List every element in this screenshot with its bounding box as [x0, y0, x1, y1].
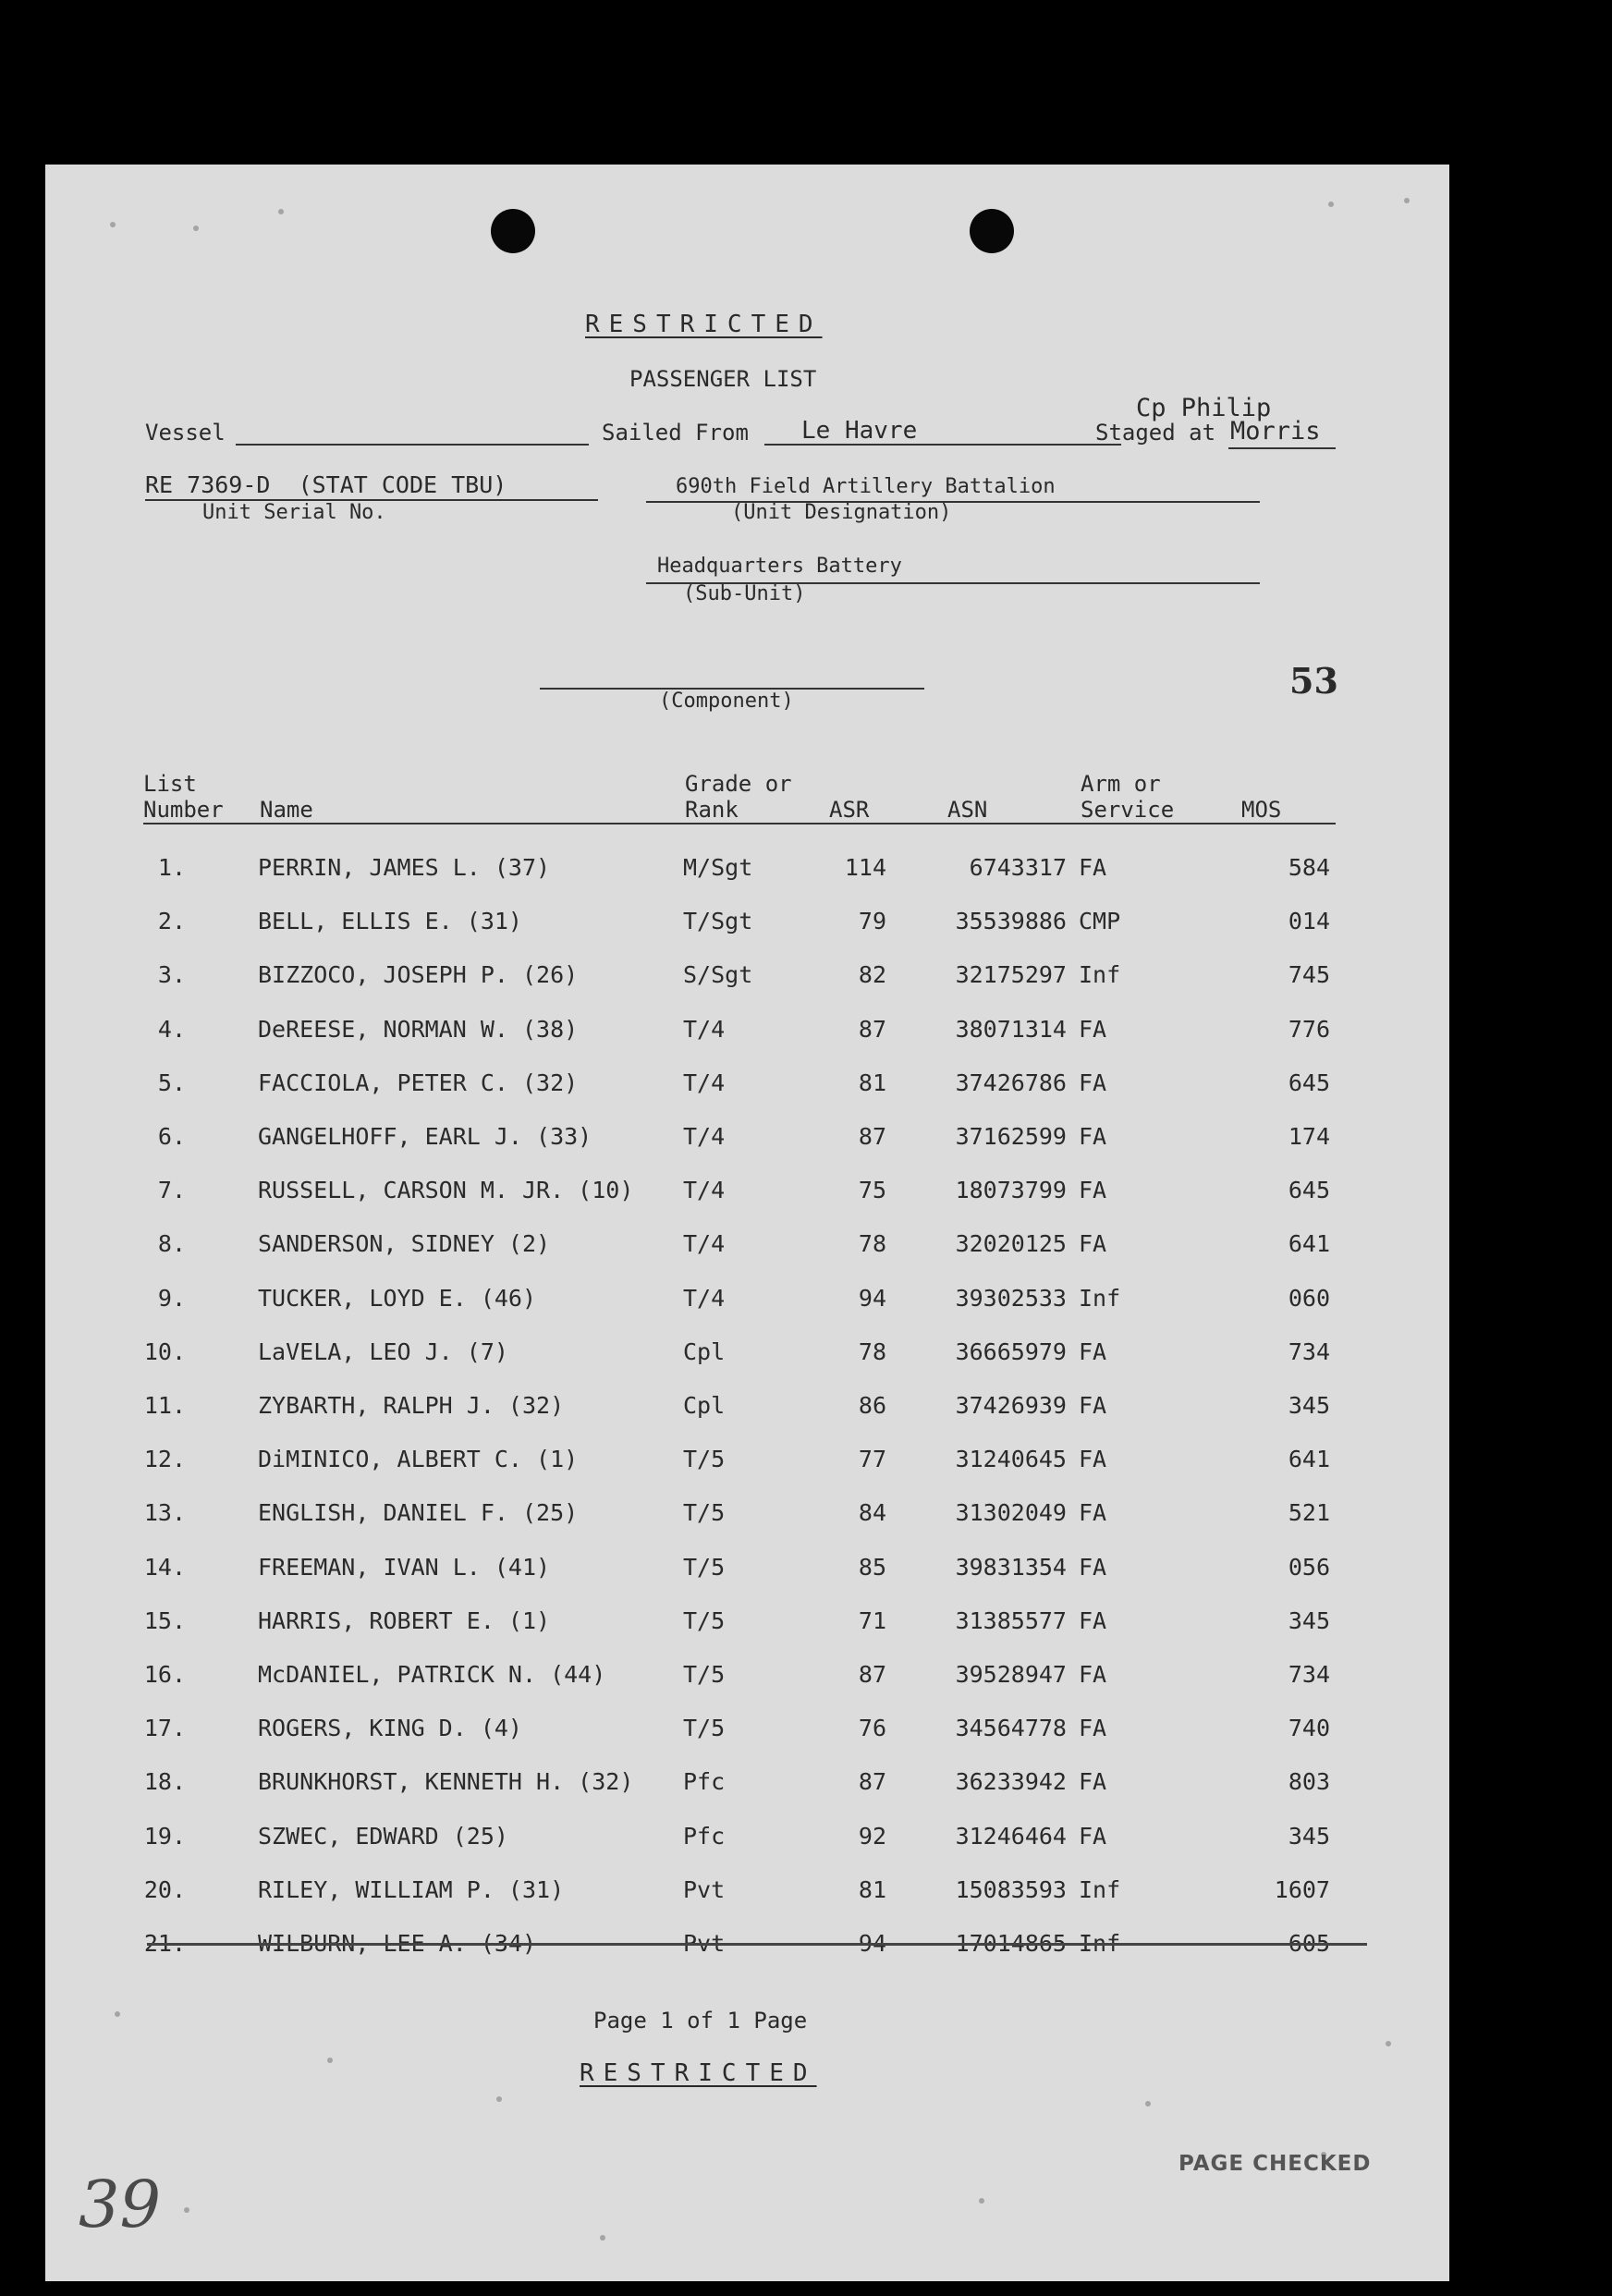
- speck: [184, 2207, 189, 2213]
- cell-grade: T/4: [683, 1177, 726, 1203]
- cell-asr: 86: [858, 1392, 886, 1419]
- document-page: [45, 165, 1449, 2281]
- cell-num: 11.: [143, 1392, 186, 1419]
- speck: [1404, 198, 1410, 203]
- cell-grade: Pfc: [683, 1768, 726, 1795]
- cell-name: McDANIEL, PATRICK N. (44): [258, 1661, 606, 1688]
- cell-grade: T/5: [683, 1554, 726, 1581]
- cell-name: ENGLISH, DANIEL F. (25): [258, 1499, 579, 1526]
- cell-grade: T/5: [683, 1446, 726, 1472]
- cell-num: 18.: [143, 1768, 186, 1795]
- cell-grade: T/5: [683, 1715, 726, 1741]
- cell-asn: 6743317: [969, 854, 1067, 881]
- cell-asn: 36233942: [955, 1768, 1067, 1795]
- cell-asn: 31302049: [955, 1499, 1067, 1526]
- unit-serial-label: Unit Serial No.: [202, 501, 386, 524]
- sailed-from-value: Le Havre: [801, 417, 918, 445]
- cell-arm: Inf: [1079, 1285, 1121, 1312]
- cell-name: HARRIS, ROBERT E. (1): [258, 1607, 551, 1634]
- cell-num: 7.: [157, 1177, 186, 1203]
- classification-top: RESTRICTED: [585, 311, 823, 338]
- header-service: Service: [1081, 797, 1175, 823]
- cell-grade: T/4: [683, 1123, 726, 1150]
- cell-asr: 92: [858, 1823, 886, 1850]
- cell-num: 9.: [157, 1285, 186, 1312]
- cell-num: 20.: [143, 1876, 186, 1903]
- cell-arm: FA: [1079, 1230, 1107, 1257]
- cell-name: FREEMAN, IVAN L. (41): [258, 1554, 551, 1581]
- cell-asn: 39831354: [955, 1554, 1067, 1581]
- cell-name: SANDERSON, SIDNEY (2): [258, 1230, 551, 1257]
- cell-num: 21.: [143, 1930, 186, 1957]
- cell-asn: 18073799: [955, 1177, 1067, 1203]
- sailed-from-label: Sailed From: [602, 420, 749, 446]
- cell-mos: 345: [1288, 1607, 1330, 1634]
- cell-arm: FA: [1079, 1823, 1107, 1850]
- header-asn: ASN: [947, 797, 988, 823]
- cell-asn: 38071314: [955, 1016, 1067, 1043]
- cell-arm: FA: [1079, 1661, 1107, 1688]
- punch-hole-right: [970, 209, 1014, 253]
- cell-num: 10.: [143, 1338, 186, 1365]
- cell-name: BELL, ELLIS E. (31): [258, 908, 522, 934]
- cell-grade: T/4: [683, 1230, 726, 1257]
- cell-num: 13.: [143, 1499, 186, 1526]
- cell-asr: 81: [858, 1069, 886, 1096]
- staged-at-label: Staged at: [1095, 420, 1216, 446]
- page-checked-stamp: PAGE CHECKED: [1178, 2152, 1372, 2176]
- table-row: [45, 1230, 1449, 1267]
- cell-arm: FA: [1079, 1392, 1107, 1419]
- cell-asn: 35539886: [955, 908, 1067, 934]
- cell-grade: T/4: [683, 1016, 726, 1043]
- cell-asn: 39302533: [955, 1285, 1067, 1312]
- cell-name: GANGELHOFF, EARL J. (33): [258, 1123, 592, 1150]
- vessel-line: [236, 444, 589, 446]
- cell-mos: 060: [1288, 1285, 1330, 1312]
- cell-asn: 17014865: [955, 1930, 1067, 1957]
- classification-bottom: RESTRICTED: [580, 2059, 817, 2087]
- cell-asr: 94: [858, 1285, 886, 1312]
- cell-num: 8.: [157, 1230, 186, 1257]
- cell-asn: 31240645: [955, 1446, 1067, 1472]
- cell-mos: 645: [1288, 1177, 1330, 1203]
- cell-asr: 87: [858, 1661, 886, 1688]
- header-underline: [143, 823, 1336, 824]
- cell-arm: FA: [1079, 1016, 1107, 1043]
- cell-name: ROGERS, KING D. (4): [258, 1715, 522, 1741]
- cell-num: 17.: [143, 1715, 186, 1741]
- cell-name: TUCKER, LOYD E. (46): [258, 1285, 537, 1312]
- cell-asr: 81: [858, 1876, 886, 1903]
- cell-name: DeREESE, NORMAN W. (38): [258, 1016, 579, 1043]
- table-row: [45, 1876, 1449, 1913]
- cell-num: 12.: [143, 1446, 186, 1472]
- table-row: [45, 1930, 1449, 1967]
- punch-hole-left: [491, 209, 535, 253]
- cell-grade: T/4: [683, 1069, 726, 1096]
- cell-name: LaVELA, LEO J. (7): [258, 1338, 508, 1365]
- cell-num: 14.: [143, 1554, 186, 1581]
- cell-mos: 641: [1288, 1446, 1330, 1472]
- header-mos: MOS: [1241, 797, 1282, 823]
- speck: [979, 2198, 984, 2204]
- cell-grade: Cpl: [683, 1392, 726, 1419]
- cell-asn: 15083593: [955, 1876, 1067, 1903]
- cell-mos: 645: [1288, 1069, 1330, 1096]
- cell-grade: Pfc: [683, 1823, 726, 1850]
- staged-at-prefix: Cp Philip: [1136, 394, 1272, 422]
- cell-asn: 39528947: [955, 1661, 1067, 1688]
- cell-name: RILEY, WILLIAM P. (31): [258, 1876, 565, 1903]
- cell-mos: 641: [1288, 1230, 1330, 1257]
- speck: [278, 209, 284, 214]
- table-row: [45, 1016, 1449, 1053]
- cell-asr: 87: [858, 1768, 886, 1795]
- cell-asr: 87: [858, 1123, 886, 1150]
- cell-grade: M/Sgt: [683, 854, 753, 881]
- cell-asr: 87: [858, 1016, 886, 1043]
- cell-mos: 345: [1288, 1392, 1330, 1419]
- cell-arm: FA: [1079, 1069, 1107, 1096]
- cell-asn: 37426939: [955, 1392, 1067, 1419]
- cell-grade: Cpl: [683, 1338, 726, 1365]
- cell-arm: FA: [1079, 1123, 1107, 1150]
- cell-mos: 605: [1288, 1930, 1330, 1957]
- speck: [1328, 202, 1334, 207]
- cell-arm: FA: [1079, 1607, 1107, 1634]
- cell-grade: T/5: [683, 1607, 726, 1634]
- staged-at-value: Morris: [1230, 417, 1321, 446]
- sub-unit-label: (Sub-Unit): [683, 582, 806, 605]
- cell-arm: FA: [1079, 1177, 1107, 1203]
- cell-arm: FA: [1079, 1338, 1107, 1365]
- table-row: [45, 1177, 1449, 1214]
- cell-asn: 37426786: [955, 1069, 1067, 1096]
- header-number: Number: [143, 797, 224, 823]
- header-rank: Rank: [685, 797, 739, 823]
- table-row: [45, 1607, 1449, 1644]
- cell-arm: FA: [1079, 1499, 1107, 1526]
- document-title: PASSENGER LIST: [629, 366, 817, 392]
- table-row: [45, 854, 1449, 891]
- cell-arm: FA: [1079, 1554, 1107, 1581]
- cell-arm: FA: [1079, 854, 1107, 881]
- staged-at-line: [1228, 447, 1336, 449]
- page-number: 53: [1289, 660, 1338, 702]
- sailed-from-line: [764, 444, 1121, 446]
- cell-num: 5.: [157, 1069, 186, 1096]
- table-row: [45, 1554, 1449, 1591]
- cell-mos: 174: [1288, 1123, 1330, 1150]
- table-row: [45, 1661, 1449, 1698]
- cell-name: SZWEC, EDWARD (25): [258, 1823, 508, 1850]
- cell-asr: 94: [858, 1930, 886, 1957]
- cell-num: 2.: [157, 908, 186, 934]
- footer-page: Page 1 of 1 Page: [593, 2008, 808, 2033]
- cell-num: 15.: [143, 1607, 186, 1634]
- cell-arm: Inf: [1079, 1930, 1121, 1957]
- cell-grade: T/5: [683, 1661, 726, 1688]
- speck: [115, 2011, 120, 2017]
- cell-arm: FA: [1079, 1768, 1107, 1795]
- cell-name: ZYBARTH, RALPH J. (32): [258, 1392, 565, 1419]
- cell-arm: Inf: [1079, 961, 1121, 988]
- cell-arm: CMP: [1079, 908, 1121, 934]
- cell-asr: 77: [858, 1446, 886, 1472]
- cell-asn: 31385577: [955, 1607, 1067, 1634]
- cell-grade: Pvt: [683, 1876, 726, 1903]
- cell-mos: 056: [1288, 1554, 1330, 1581]
- cell-mos: 1607: [1274, 1876, 1330, 1903]
- cell-num: 1.: [157, 854, 186, 881]
- cell-asn: 34564778: [955, 1715, 1067, 1741]
- table-row: [45, 1285, 1449, 1322]
- cell-name: BIZZOCO, JOSEPH P. (26): [258, 961, 579, 988]
- cell-arm: Inf: [1079, 1876, 1121, 1903]
- cell-num: 16.: [143, 1661, 186, 1688]
- speck: [110, 222, 116, 227]
- cell-asn: 31246464: [955, 1823, 1067, 1850]
- cell-name: PERRIN, JAMES L. (37): [258, 854, 551, 881]
- header-list: List: [143, 771, 197, 797]
- speck: [600, 2235, 605, 2241]
- cell-grade: T/Sgt: [683, 908, 753, 934]
- table-row: [45, 1392, 1449, 1429]
- speck: [1145, 2101, 1151, 2107]
- table-row: [45, 1069, 1449, 1106]
- handwritten-number: 39: [79, 2167, 162, 2242]
- header-asr: ASR: [829, 797, 870, 823]
- speck: [193, 226, 199, 231]
- cell-mos: 776: [1288, 1016, 1330, 1043]
- strikethrough-line: [147, 1943, 1367, 1946]
- table-row: [45, 1446, 1449, 1483]
- cell-mos: 734: [1288, 1338, 1330, 1365]
- cell-asn: 37162599: [955, 1123, 1067, 1150]
- cell-name: WILBURN, LEE A. (34): [258, 1930, 537, 1957]
- table-row: [45, 1123, 1449, 1160]
- table-row: [45, 1768, 1449, 1805]
- cell-name: BRUNKHORST, KENNETH H. (32): [258, 1768, 634, 1795]
- cell-asr: 76: [858, 1715, 886, 1741]
- header-arm: Arm or: [1081, 771, 1161, 797]
- cell-asn: 32020125: [955, 1230, 1067, 1257]
- cell-asr: 75: [858, 1177, 886, 1203]
- cell-mos: 014: [1288, 908, 1330, 934]
- unit-designation-value: 690th Field Artillery Battalion: [676, 475, 1056, 498]
- cell-mos: 345: [1288, 1823, 1330, 1850]
- vessel-label: Vessel: [145, 420, 226, 446]
- cell-arm: FA: [1079, 1715, 1107, 1741]
- cell-asr: 82: [858, 961, 886, 988]
- cell-num: 4.: [157, 1016, 186, 1043]
- cell-asn: 36665979: [955, 1338, 1067, 1365]
- table-row: [45, 908, 1449, 945]
- unit-serial-value: RE 7369-D (STAT CODE TBU): [145, 471, 507, 498]
- header-grade: Grade or: [685, 771, 792, 797]
- cell-mos: 584: [1288, 854, 1330, 881]
- cell-name: DiMINICO, ALBERT C. (1): [258, 1446, 579, 1472]
- cell-name: RUSSELL, CARSON M. JR. (10): [258, 1177, 634, 1203]
- cell-asn: 32175297: [955, 961, 1067, 988]
- cell-asr: 78: [858, 1338, 886, 1365]
- cell-name: FACCIOLA, PETER C. (32): [258, 1069, 579, 1096]
- cell-asr: 85: [858, 1554, 886, 1581]
- cell-mos: 803: [1288, 1768, 1330, 1795]
- table-row: [45, 1338, 1449, 1375]
- cell-mos: 734: [1288, 1661, 1330, 1688]
- sub-unit-value: Headquarters Battery: [657, 555, 902, 578]
- cell-mos: 521: [1288, 1499, 1330, 1526]
- cell-num: 3.: [157, 961, 186, 988]
- cell-grade: T/5: [683, 1499, 726, 1526]
- cell-mos: 745: [1288, 961, 1330, 988]
- cell-asr: 114: [844, 854, 886, 881]
- table-row: [45, 1823, 1449, 1860]
- cell-grade: T/4: [683, 1285, 726, 1312]
- cell-arm: FA: [1079, 1446, 1107, 1472]
- header-name: Name: [260, 797, 313, 823]
- unit-designation-label: (Unit Designation): [731, 501, 952, 524]
- cell-num: 6.: [157, 1123, 186, 1150]
- cell-mos: 740: [1288, 1715, 1330, 1741]
- cell-grade: S/Sgt: [683, 961, 753, 988]
- component-label: (Component): [659, 690, 794, 713]
- speck: [327, 2058, 333, 2063]
- cell-num: 19.: [143, 1823, 186, 1850]
- cell-asr: 78: [858, 1230, 886, 1257]
- speck: [496, 2096, 502, 2102]
- cell-asr: 79: [858, 908, 886, 934]
- speck: [1386, 2041, 1391, 2046]
- cell-asr: 71: [858, 1607, 886, 1634]
- table-row: [45, 1715, 1449, 1752]
- table-row: [45, 961, 1449, 998]
- cell-asr: 84: [858, 1499, 886, 1526]
- table-row: [45, 1499, 1449, 1536]
- cell-grade: Pvt: [683, 1930, 726, 1957]
